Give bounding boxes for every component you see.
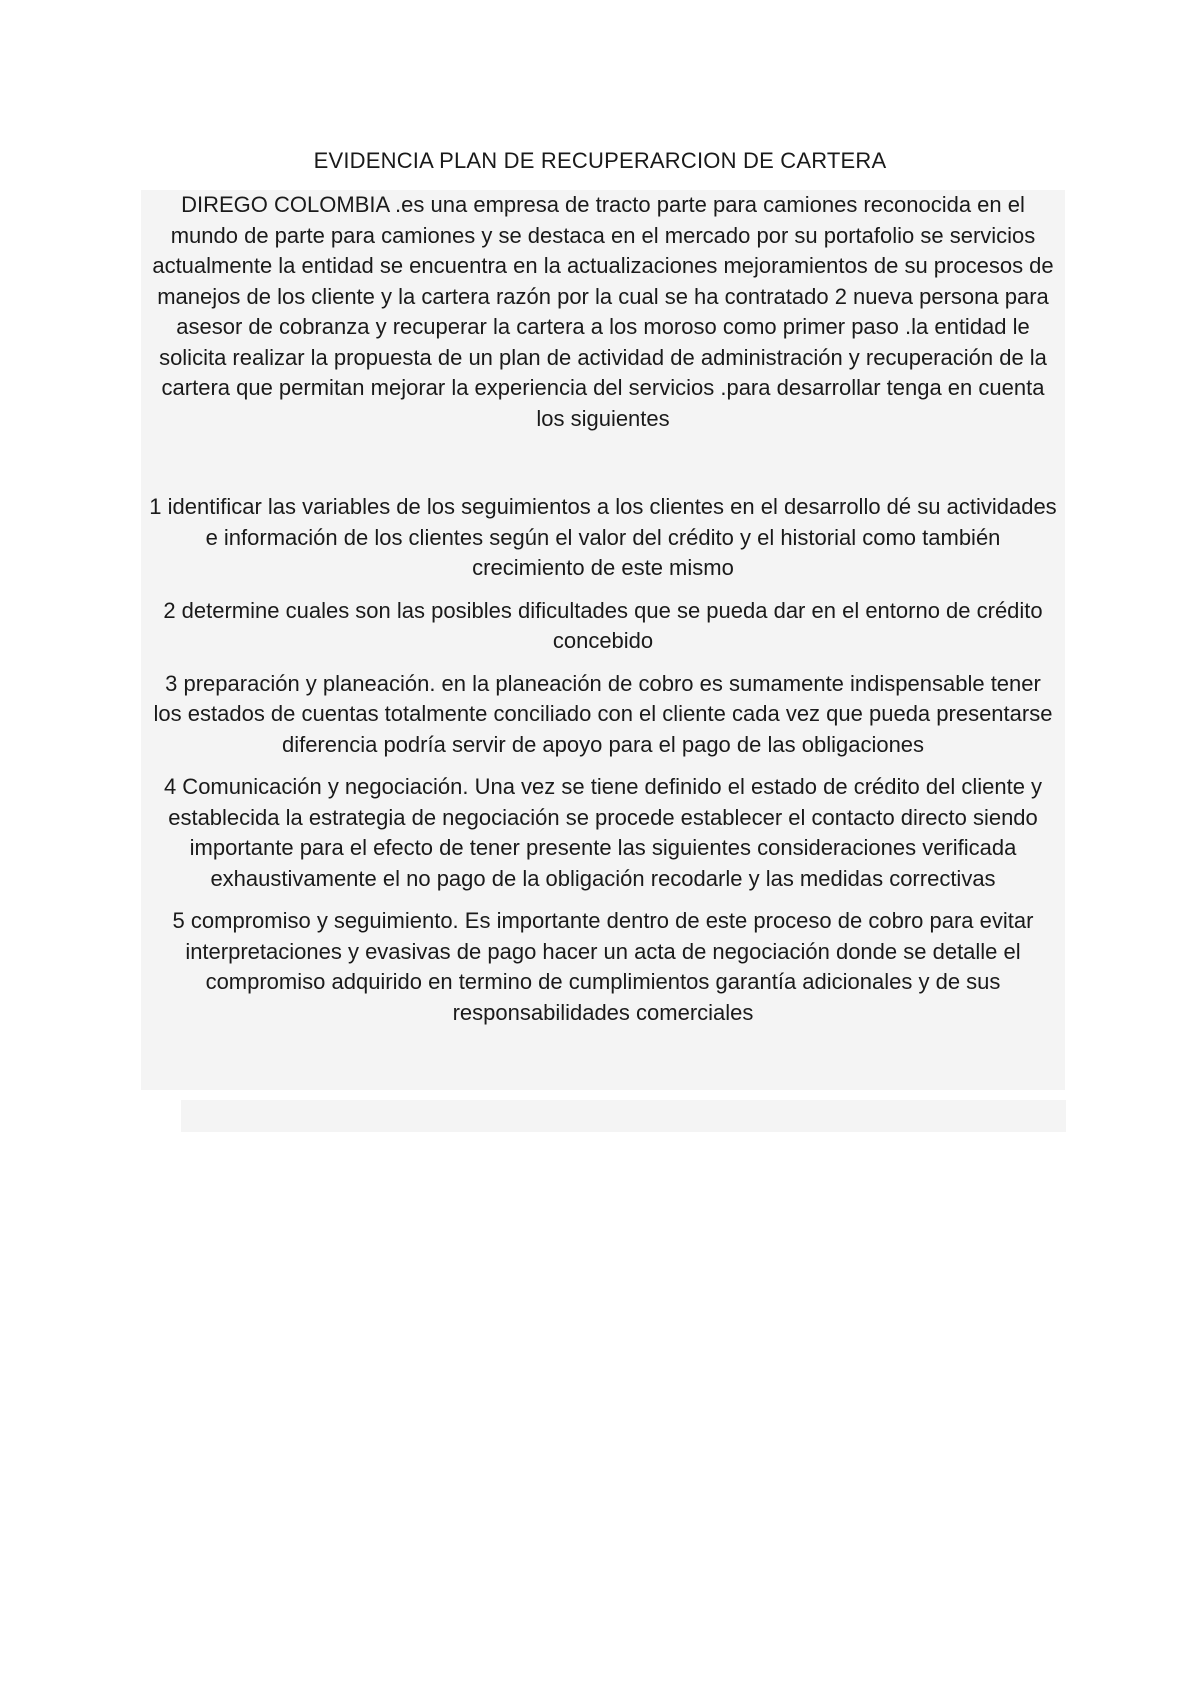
step-4-paragraph: 4 Comunicación y negociación. Una vez se tiene definido el estado de crédito del cliente y establecida la estrategia de negociación se procede establecer el contacto directo siendo importante para el efecto de tener presente las siguientes consideraciones verificada exhaustivamente el no pago de la obligación recodarle y las medidas correctivas <box>163 774 1043 891</box>
intro-paragraph: DIREGO COLOMBIA .es una empresa de tracto parte para camiones reconocida en el mundo de parte para camiones y se destaca en el mercado por su portafolio se servicios actualmente la entidad se encuentra en la actualizaciones mejoramientos de su procesos de manejos de los cliente y la cartera razón por la cual se ha contratado 2 nueva persona para asesor de cobranza y recuperar la cartera a los moroso como primer paso .la entidad le solicita realizar la propuesta de un plan de actividad de administración y recuperación de la cartera que permitan mejorar la experiencia del servicios .para desarrollar tenga en cuenta los siguientes <box>152 192 1054 431</box>
step-5-paragraph: 5 compromiso y seguimiento. Es importante dentro de este proceso de cobro para evitar interpretaciones y evasivas de pago hacer un acta de negociación donde se detalle el compromiso adquirido en termino de cumplimientos garantía adicionales y de sus responsabilidades comerciales <box>172 908 1034 1025</box>
step-3-paragraph: 3 preparación y planeación. en la planeación de cobro es sumamente indispensable tener los estados de cuentas totalmente conciliado con el cliente cada vez que pueda presentarse diferencia podría servir de apoyo para el pago de las obligaciones <box>153 670 1053 757</box>
step-2-paragraph: 2 determine cuales son las posibles dificultades que se pueda dar en el entorno de crédito concebido <box>163 597 1043 653</box>
step-1-paragraph: 1 identificar las variables de los seguimientos a los clientes en el desarrollo dé su actividades e información de los clientes según el valor del crédito y el historial como también crecimiento de este mismo <box>149 494 1057 580</box>
page-title: EVIDENCIA PLAN DE RECUPERARCION DE CARTERA <box>313 148 887 173</box>
content-box <box>141 190 1065 1090</box>
empty-shaded-box <box>181 1100 1066 1132</box>
